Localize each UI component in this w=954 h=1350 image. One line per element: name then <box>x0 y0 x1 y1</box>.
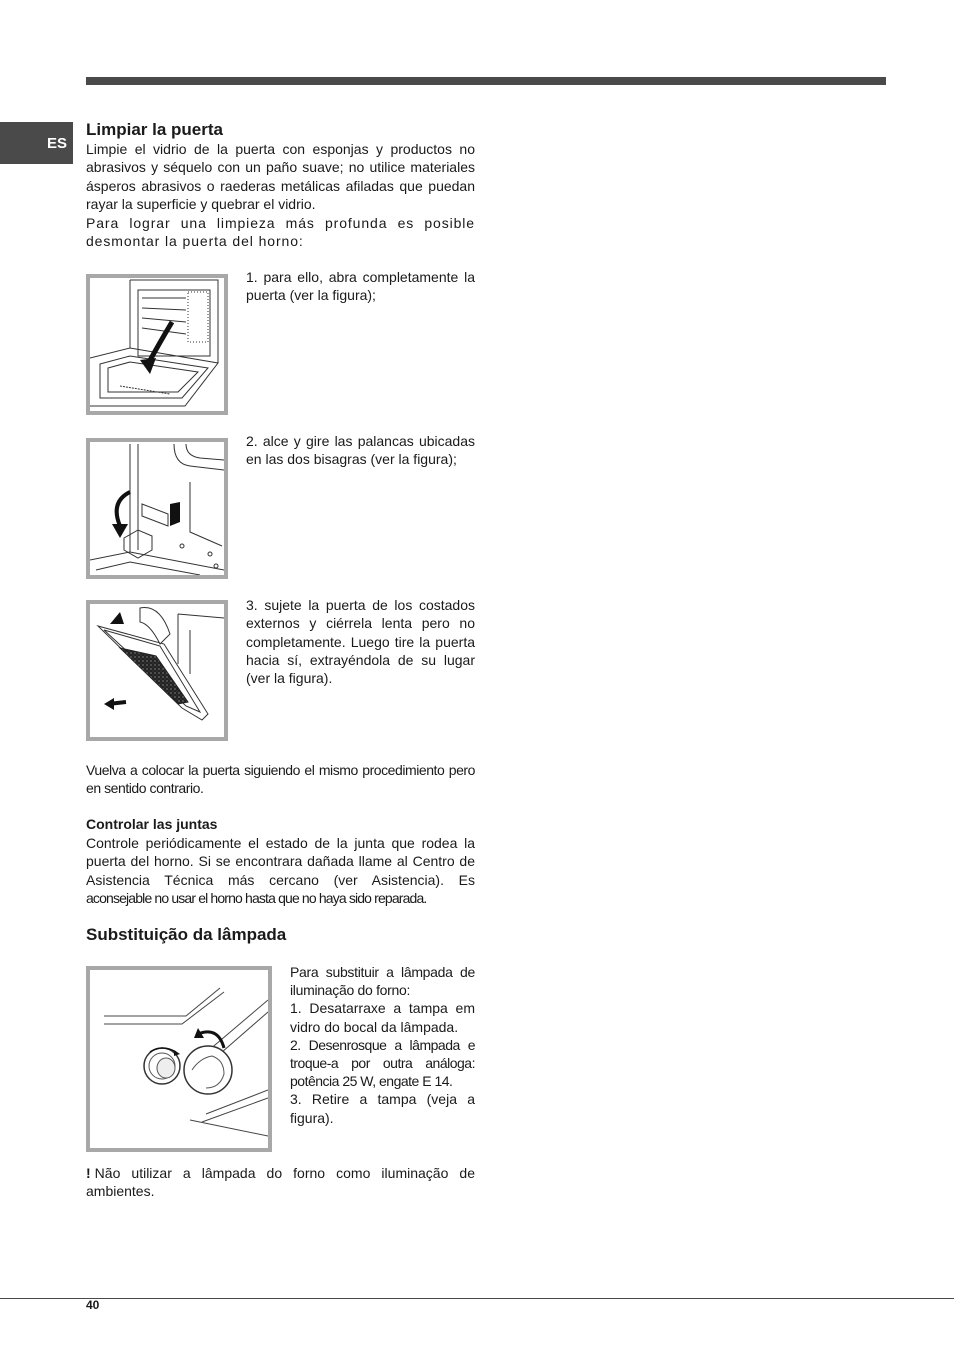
seals-title: Controlar las juntas <box>86 816 218 832</box>
section-title-door: Limpiar la puerta <box>86 120 223 139</box>
hinge-lever-illustration <box>90 442 224 575</box>
figure-hinge-levers <box>86 438 228 579</box>
lamp-illustration <box>90 970 268 1148</box>
section-title-lamp: Substituição da lâmpada <box>86 925 287 944</box>
door-intro-2: Para lograr una limpieza más profunda es posible desmontar la puerta del horno: <box>86 215 475 250</box>
language-tab-label: ES <box>46 134 67 152</box>
remove-door-illustration <box>90 604 224 737</box>
figure-open-door <box>86 274 228 415</box>
seals-text-1: Controle periódicamente el estado de la junta que rodea la puerta del horno. Si se encontrara dañada llame al Centro de Asistencia Técnica más cercano (ver Asistencia). Es <box>86 835 475 888</box>
lamp-line-1: Para substituir a lâmpada de iluminação do forno: <box>290 964 475 999</box>
figure-lamp <box>86 966 272 1152</box>
door-intro-1: Limpie el vidrio de la puerta con esponjas y productos no abrasivos y séquelo con un paño suave; no utilice materiales ásperos abrasivos o raederas metálicas afiladas que puedan rayar la superficie y quebrar el vidrio. <box>86 141 475 212</box>
door-step-3: 3. sujete la puerta de los costados externos y ciérrela lenta pero no completamente. Luego tire la puerta hacia sí, extrayéndola de su lugar (ver la figura). <box>246 597 475 687</box>
footer-line <box>0 1298 954 1299</box>
lamp-warning <box>86 1164 475 1201</box>
lamp-instructions <box>290 963 475 1127</box>
figure-remove-door <box>86 600 228 741</box>
warning-mark: ! <box>86 1165 91 1181</box>
lamp-line-3: 2. Desenrosque a lâmpada e troque-a por outra análoga: potência 25 W, engate E 14. <box>290 1036 475 1090</box>
door-reinstall: Vuelva a colocar la puerta siguiendo el mismo procedimiento pero en sentido contrario. <box>86 762 475 797</box>
open-door-illustration <box>90 278 224 411</box>
page-number: 40 <box>86 1298 100 1312</box>
lamp-line-4: 3. Retire a tampa (veja a figura). <box>290 1091 475 1126</box>
door-step-1: 1. para ello, abra completamente la puerta (ver la figura); <box>246 269 475 304</box>
language-tab <box>0 122 73 164</box>
seals-text-2: aconsejable no usar el horno hasta que no haya sido reparada. <box>86 890 427 906</box>
door-step-2: 2. alce y gire las palancas ubicadas en las dos bisagras (ver la figura); <box>246 433 475 468</box>
warning-text: Não utilizar a lâmpada do forno como iluminação de ambientes. <box>86 1165 475 1200</box>
top-bar <box>86 77 886 85</box>
lamp-line-2: 1. Desatarraxe a tampa em vidro do bocal da lâmpada. <box>290 1000 475 1035</box>
